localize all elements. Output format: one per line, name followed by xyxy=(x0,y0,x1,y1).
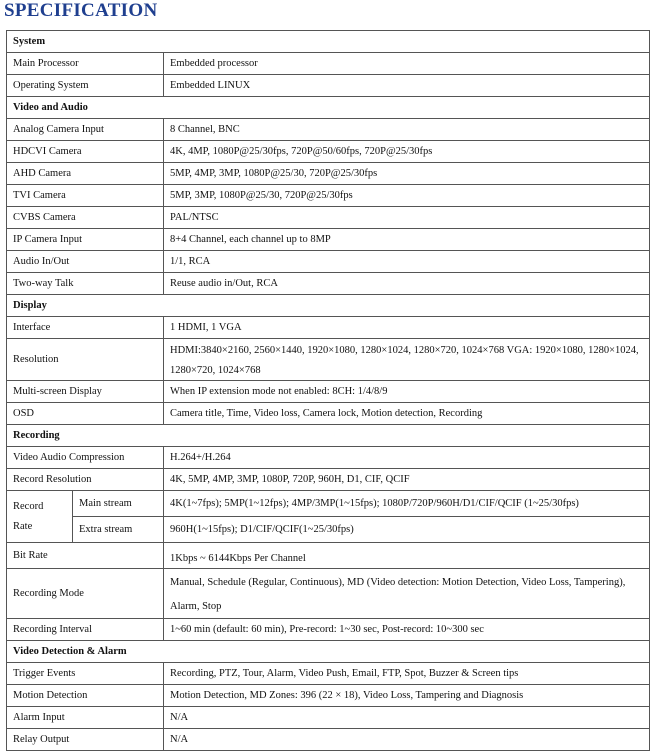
row-value: When IP extension mode not enabled: 8CH: 1/4/8/9 xyxy=(164,381,650,403)
row-label: CVBS Camera xyxy=(7,207,164,229)
row-value: Reuse audio in/Out, RCA xyxy=(164,273,650,295)
row-label: OSD xyxy=(7,403,164,425)
row-value: 5MP, 4MP, 3MP, 1080P@25/30, 720P@25/30fps xyxy=(164,163,650,185)
table-row xyxy=(7,569,650,619)
row-value: H.264+/H.264 xyxy=(164,447,650,469)
row-value: 4K, 4MP, 1080P@25/30fps, 720P@50/60fps, 720P@25/30fps xyxy=(164,141,650,163)
table-row xyxy=(7,75,650,97)
row-label: Interface xyxy=(7,317,164,339)
row-label: IP Camera Input xyxy=(7,229,164,251)
row-label: Two-way Talk xyxy=(7,273,164,295)
section-row xyxy=(7,295,650,317)
row-label: Recording Mode xyxy=(7,569,164,619)
row-label: Audio In/Out xyxy=(7,251,164,273)
row-label: HDCVI Camera xyxy=(7,141,164,163)
row-label: Resolution xyxy=(7,339,164,381)
label-line: Record xyxy=(13,500,44,512)
section-detection: Video Detection & Alarm xyxy=(7,641,650,663)
specification-table xyxy=(6,30,650,751)
row-value: PAL/NTSC xyxy=(164,207,650,229)
section-system: System xyxy=(7,31,650,53)
table-row xyxy=(7,729,650,751)
row-value: 4K, 5MP, 4MP, 3MP, 1080P, 720P, 960H, D1, CIF, QCIF xyxy=(164,469,650,491)
table-row xyxy=(7,339,650,381)
section-recording: Recording xyxy=(7,425,650,447)
extra-stream-label: Extra stream xyxy=(73,517,164,543)
row-value: Embedded processor xyxy=(164,53,650,75)
row-value: N/A xyxy=(164,729,650,751)
row-label: Analog Camera Input xyxy=(7,119,164,141)
table-row xyxy=(7,685,650,707)
table-row xyxy=(7,619,650,641)
row-label: Multi-screen Display xyxy=(7,381,164,403)
table-row xyxy=(7,447,650,469)
row-label: Record Resolution xyxy=(7,469,164,491)
row-value: Embedded LINUX xyxy=(164,75,650,97)
row-value: 1~60 min (default: 60 min), Pre-record: 1~30 sec, Post-record: 10~300 sec xyxy=(164,619,650,641)
table-row xyxy=(7,469,650,491)
row-label: Relay Output xyxy=(7,729,164,751)
table-row xyxy=(7,381,650,403)
section-video-audio: Video and Audio xyxy=(7,97,650,119)
row-value: 1/1, RCA xyxy=(164,251,650,273)
table-row xyxy=(7,517,650,543)
table-row xyxy=(7,491,650,517)
row-label: Recording Interval xyxy=(7,619,164,641)
extra-stream-value: 960H(1~15fps); D1/CIF/QCIF(1~25/30fps) xyxy=(164,517,650,543)
row-value xyxy=(164,569,650,619)
table-row xyxy=(7,207,650,229)
table-row xyxy=(7,317,650,339)
section-row xyxy=(7,31,650,53)
table-row xyxy=(7,663,650,685)
section-row xyxy=(7,97,650,119)
row-value: 1Kbps ~ 6144Kbps Per Channel xyxy=(164,543,650,569)
page-title: SPECIFICATION xyxy=(4,0,158,21)
value-line: 1280×720, 1024×768 xyxy=(170,364,261,376)
row-label: Main Processor xyxy=(7,53,164,75)
row-value xyxy=(164,339,650,381)
section-row xyxy=(7,425,650,447)
row-value: 8+4 Channel, each channel up to 8MP xyxy=(164,229,650,251)
label-line: Rate xyxy=(13,520,33,532)
value-line: HDMI:3840×2160, 2560×1440, 1920×1080, 1280×1024, 1280×720, 1024×768 VGA: 1920×1080, 1280×1024, xyxy=(170,344,639,356)
row-value: 1 HDMI, 1 VGA xyxy=(164,317,650,339)
value-line: Alarm, Stop xyxy=(170,600,222,612)
table-row xyxy=(7,251,650,273)
table-row xyxy=(7,53,650,75)
row-value: 8 Channel, BNC xyxy=(164,119,650,141)
table-row xyxy=(7,707,650,729)
main-stream-value: 4K(1~7fps); 5MP(1~12fps); 4MP/3MP(1~15fps); 1080P/720P/960H/D1/CIF/QCIF (1~25/30fps) xyxy=(164,491,650,517)
row-value: Recording, PTZ, Tour, Alarm, Video Push, Email, FTP, Spot, Buzzer & Screen tips xyxy=(164,663,650,685)
table-row xyxy=(7,119,650,141)
row-label: AHD Camera xyxy=(7,163,164,185)
row-label: Trigger Events xyxy=(7,663,164,685)
table-row xyxy=(7,141,650,163)
row-value: N/A xyxy=(164,707,650,729)
row-value: 5MP, 3MP, 1080P@25/30, 720P@25/30fps xyxy=(164,185,650,207)
section-display: Display xyxy=(7,295,650,317)
row-label: TVI Camera xyxy=(7,185,164,207)
main-stream-label: Main stream xyxy=(73,491,164,517)
table-row xyxy=(7,229,650,251)
table-row xyxy=(7,273,650,295)
row-label: Motion Detection xyxy=(7,685,164,707)
row-label: Video Audio Compression xyxy=(7,447,164,469)
record-rate-label xyxy=(7,491,73,543)
row-label: Alarm Input xyxy=(7,707,164,729)
row-value: Camera title, Time, Video loss, Camera lock, Motion detection, Recording xyxy=(164,403,650,425)
row-label: Bit Rate xyxy=(7,543,164,569)
table-row xyxy=(7,543,650,569)
table-row xyxy=(7,403,650,425)
value-line: Manual, Schedule (Regular, Continuous), MD (Video detection: Motion Detection, Video Loss, Tampering), xyxy=(170,576,626,588)
table-row xyxy=(7,163,650,185)
table-row xyxy=(7,185,650,207)
row-value: Motion Detection, MD Zones: 396 (22 × 18), Video Loss, Tampering and Diagnosis xyxy=(164,685,650,707)
row-label: Operating System xyxy=(7,75,164,97)
section-row xyxy=(7,641,650,663)
